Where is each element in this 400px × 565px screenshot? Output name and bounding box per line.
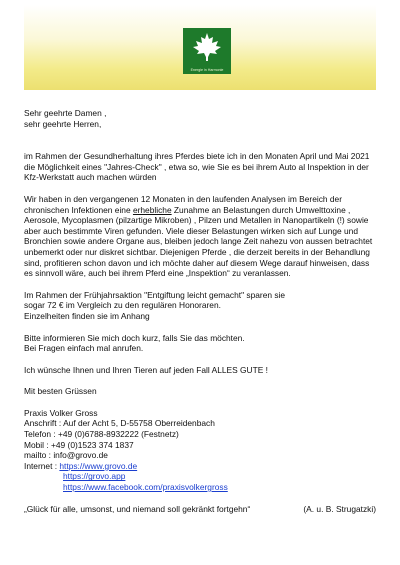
closing-quote bbox=[24, 504, 376, 515]
wish-line: Ich wünsche Ihnen und Ihren Tieren auf jeden Fall ALLES GUTE ! bbox=[24, 364, 268, 375]
signature-mobile: Mobil : +49 (0)1523 374 1837 bbox=[24, 439, 134, 450]
signature-name: Praxis Volker Gross bbox=[24, 407, 98, 418]
maple-leaf-icon bbox=[192, 32, 222, 62]
salutation-line-2: sehr geehrte Herren, bbox=[24, 118, 102, 129]
request-line-1: Bitte informieren Sie mich doch kurz, falls Sie das möchten. bbox=[24, 332, 245, 343]
logo-caption: Energie in Harmonie bbox=[190, 68, 224, 72]
quote-author: (A. u. B. Strugatzki) bbox=[303, 503, 376, 514]
findings-text-start: Wir haben in den vergangenen 12 Monaten in den laufenden Analysen im Bereich der chronischen Infektionen eine bbox=[24, 193, 342, 215]
request-line-2: Bei Fragen einfach mal anrufen. bbox=[24, 343, 144, 354]
findings-text-end: Zunahme an Belastungen durch Umwelttoxine , Aerosole, Mycoplasmen (pilzartige Mikroben) , Pilzen und Metallen in Nanopartikeln (!) sowie aber auch bestimmte Viren gefunden. Viele dieser Belastungen wirken sich auf Lunge und Bronchien sowie andere Organe aus, bleiben jedoch lange Zeit nahezu von aussen betrachtet unbemerkt oder nur diskret sichtbar. Diejenigen Pferde , die derzeit bereits in der Behandlung sind, profitieren schon davon und ich möchte daher auf diesem Wege darauf hinweisen, dass es sinnvoll wäre, auch bei ihrem Pferd eine „Inspektion“ zu veranlassen. bbox=[24, 204, 373, 279]
salutation-line-1: Sehr geehrte Damen , bbox=[24, 108, 107, 118]
letter-body bbox=[24, 108, 376, 514]
closing-line: Mit besten Grüssen bbox=[24, 386, 97, 397]
signature-phone: Telefon : +49 (0)6788-8932222 (Festnetz) bbox=[24, 429, 179, 440]
offer-line-2: sogar 72 € im Vergleich zu den regulären Honoraren. bbox=[24, 300, 221, 311]
website-link[interactable]: https://www.grovo.de bbox=[59, 460, 138, 471]
signature-email: mailto : info@grovo.de bbox=[24, 450, 108, 461]
intro-paragraph: im Rahmen der Gesundherhaltung ihres Pferdes biete ich in den Monaten April und Mai 2021 die Möglichkeit eines "Jahres-Check" , etwa so, wie Sie es bei ihrem Auto al Inspektion in der Kfz-Werkstatt auch machen würden bbox=[24, 151, 370, 183]
signature-internet bbox=[24, 461, 376, 472]
signature-link-app-row bbox=[24, 471, 376, 482]
quote-text: „Glück für alle, umsonst, und niemand soll gekränkt fortgehn“ bbox=[24, 503, 251, 514]
findings-paragraph bbox=[24, 194, 376, 279]
signature-link-facebook-row bbox=[24, 482, 376, 493]
app-link[interactable]: https://grovo.app bbox=[63, 471, 126, 482]
facebook-link[interactable]: https://www.facebook.com/praxisvolkergross bbox=[63, 482, 228, 493]
signature-address: Anschrift : Auf der Acht 5, D-55758 Oberreidenbach bbox=[24, 418, 215, 429]
offer-line-1: Im Rahmen der Frühjahrsaktion "Entgiftung leicht gemacht" sparen sie bbox=[24, 289, 286, 300]
internet-label: Internet : bbox=[24, 460, 60, 471]
logo bbox=[183, 28, 231, 74]
offer-line-3: Einzelheiten finden sie im Anhang bbox=[24, 310, 150, 321]
findings-emphasis: erhebliche bbox=[132, 204, 172, 215]
